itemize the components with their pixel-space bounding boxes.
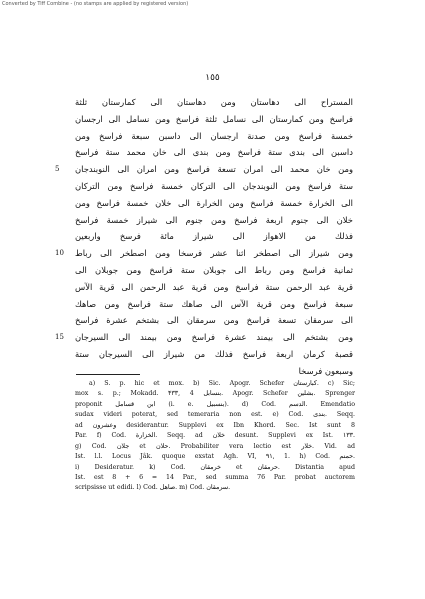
arabic-text-block [55, 94, 353, 380]
text-line [75, 262, 353, 279]
text-line [75, 228, 353, 245]
text-line [75, 195, 353, 212]
text-line [75, 346, 353, 363]
footnote-line: g) Cod. جلان et حلان. Probabiliter vera lectio est خلار. Vid. ad [75, 442, 355, 450]
line-text: سبعة فراسخ ومن قرية الآس الى صاهك ستة فراسخ ومن صاهك [75, 298, 353, 309]
line-text: قصبة كرمان اربعة فراسخ فذلك من شيراز الى السيرجان ستة [75, 348, 353, 359]
footnote-line: mox s. p.; Mokadd. ۴۳۳, 4 بنسابل. Apogr. Schefer بشلين. Sprenger [75, 390, 355, 398]
text-line [55, 161, 353, 178]
line-number: 5 [55, 165, 60, 174]
line-text: قرية عبد الرحمن ستة فراسخ ومن قرية عبد الرحمن الى قرية الآس [75, 281, 353, 292]
text-line [55, 329, 353, 346]
page-number: ١٥٥ [205, 73, 220, 83]
footnote-line: Ist. l.l. Locus Jâk. quoque exstat Agh. VI, ۹۱, 1. h) Cod. حمنم. [75, 453, 355, 461]
line-text: فراسخ ومن كمارستان الى نسامل ثلثة فراسخ ومن نسامل الى ارجسان [75, 113, 353, 124]
line-number: 15 [55, 333, 64, 342]
line-text: فذلك من الاهواز الى شيراز مائة فرسخ واربعين [75, 231, 353, 242]
line-text: ومن خان محمد الى امران تسعة فراسخ ومن امران الى النوبندجان [75, 164, 353, 175]
text-line [75, 128, 353, 145]
line-text: ومن شيراز الى اصطخر اثنا عشر فرسخا ومن اصطخر الى رباط [75, 248, 353, 259]
footnote-line: scripsisse ut edidi. l) Cod. صاهل. m) Cod. سرمقان. [75, 484, 231, 492]
line-number: 10 [55, 249, 64, 258]
text-line [55, 245, 353, 262]
line-text: الى الخرارة خمسة فراسخ ومن الخرارة الى خلان خمسة فراسخ ومن [75, 197, 353, 208]
text-line [75, 296, 353, 313]
text-line [75, 111, 353, 128]
footnote-line: Par. f) Cod. الخزارة. Seqq. ad خلان desunt. Supplevi ex Ist. ۱۳۳. [75, 432, 356, 440]
text-line [75, 279, 353, 296]
text-line [75, 212, 353, 229]
footnote-line: ad وعشرون desiderantur. Supplevi ex Ibn Khord. Sec. Ist sunt 8 [75, 421, 355, 429]
line-text: داسبن الى بندى ستة فراسخ ومن بندى الى خان محمد ستة فراسخ [75, 147, 353, 158]
line-text: خمسة فراسخ ومن صدنة ارجسان الى داسبن سبعة فراسخ ومن [75, 130, 353, 141]
text-line [75, 144, 353, 161]
footnote-line: i) Desideratur. k) Cod. خرمقان et حرمقان. Distantia apud [75, 463, 356, 471]
line-text: الى سرمقان تسعة فراسخ ومن سرمقان الى بشتخم عشرة فراسخ [75, 315, 353, 326]
footnote-line: Ist. est 8 + 6 = 14 Par., sed summa 76 Par. probat auctorem [75, 473, 355, 481]
text-line [75, 94, 353, 111]
footnote-line: sudax videri poterat, sed temeraria non est. e) Cod. بندى. Seqq. [75, 411, 355, 419]
footnote-line: proponit ابن قسامل (i. e. بنسبيل). d) Cod. الدسم. Emendatio [75, 400, 355, 408]
line-text: المستراح الى دهاستان ومن دهاستان الى كمارستان ثلثة [75, 97, 353, 107]
line-text: وسبعون فرسخا [298, 365, 353, 376]
footnote-separator [76, 374, 140, 375]
text-line [75, 363, 353, 380]
line-text: خلان الى جنوم اربعة فراسخ ومن جنوم الى شيراز خمسة فراسخ [75, 214, 353, 225]
text-line [75, 178, 353, 195]
footnotes-block [75, 379, 355, 494]
footnote-line: a) S. p. hic et mox. b) Sic. Apogr. Schefer كبارستان. c) Sic; [89, 380, 355, 387]
line-text: ستة فراسخ ومن النوبندجان الى التركان خمسة فراسخ ومن التركان [75, 180, 353, 191]
watermark-text: Converted by Tiff Combine - (no stamps are applied by registered version) [2, 1, 189, 7]
line-text: ثمانية فراسخ ومن رباط الى جوبلان ستة فراسخ ومن جوبلان الى [75, 264, 353, 275]
line-text: ومن بشتخم الى بيمند عشرة فراسخ ومن بيمند الى السيرجان [75, 332, 353, 343]
text-line [75, 312, 353, 329]
